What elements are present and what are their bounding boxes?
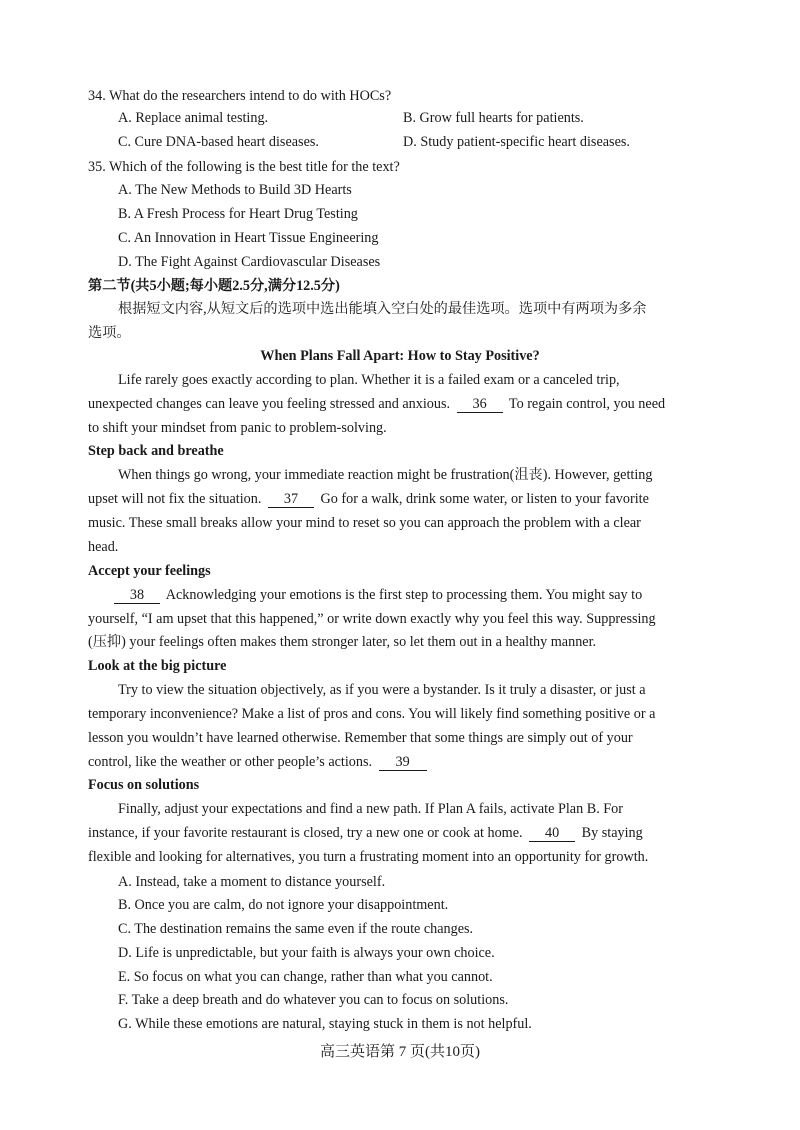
paragraph-3-line-3: (压抑) your feelings often makes them stronger later, so let them out in a healthy manner. [88, 634, 597, 650]
blank-38: 38 [114, 587, 160, 604]
paragraph-4-line-3: lesson you wouldn’t have learned otherwise. Remember that some things are simply out of your [88, 730, 633, 746]
paragraph-3-line-2: yourself, “I am upset that this happened,” or write down exactly why you feel this way. Suppressing [88, 611, 656, 627]
section-2-instruction-line-2: 选项。 [88, 325, 131, 341]
paragraph-1-line-3: to shift your mindset from panic to problem-solving. [88, 420, 387, 436]
paragraph-5-line-1: Finally, adjust your expectations and find a new path. If Plan A fails, activate Plan B. For [118, 801, 623, 817]
choice-e: E. So focus on what you can change, rather than what you cannot. [118, 969, 493, 985]
paragraph-2-line-2-text-b: Go for a walk, drink some water, or listen to your favorite [320, 491, 649, 507]
section-2-instruction-line-1: 根据短文内容,从短文后的选项中选出能填入空白处的最佳选项。选项中有两项为多余 [118, 301, 647, 317]
heading-step-back: Step back and breathe [88, 443, 224, 459]
page-footer: 高三英语第 7 页(共10页) [320, 1044, 480, 1060]
question-34-option-b: B. Grow full hearts for patients. [403, 110, 584, 126]
paragraph-3-line-1-text: Acknowledging your emotions is the first step to processing them. You might say to [165, 587, 643, 603]
question-35-option-d: D. The Fight Against Cardiovascular Diseases [118, 254, 381, 270]
paragraph-1-line-2-text-b: To regain control, you need [508, 396, 666, 412]
question-34-option-a: A. Replace animal testing. [118, 110, 269, 126]
question-34-option-d: D. Study patient-specific heart diseases. [403, 134, 630, 150]
paragraph-5-line-2-text-a: instance, if your favorite restaurant is closed, try a new one or cook at home. [88, 825, 523, 841]
question-35-option-a: A. The New Methods to Build 3D Hearts [118, 182, 352, 198]
choice-b: B. Once you are calm, do not ignore your disappointment. [118, 897, 449, 913]
choice-a: A. Instead, take a moment to distance yourself. [118, 874, 386, 890]
paragraph-2-line-2 [88, 489, 649, 509]
question-35-option-c: C. An Innovation in Heart Tissue Engineering [118, 230, 379, 246]
paragraph-1-line-1: Life rarely goes exactly according to plan. Whether it is a failed exam or a canceled trip, [118, 372, 620, 388]
blank-40: 40 [529, 825, 575, 842]
passage-title: When Plans Fall Apart: How to Stay Positive? [260, 348, 540, 364]
paragraph-3-line-1 [114, 585, 642, 605]
question-35-stem: 35. Which of the following is the best title for the text? [88, 159, 400, 175]
paragraph-2-line-1: When things go wrong, your immediate reaction might be frustration(沮丧). However, getting [118, 467, 653, 483]
question-34-option-c: C. Cure DNA-based heart diseases. [118, 134, 319, 150]
paragraph-4-line-4-text: control, like the weather or other people’s actions. [88, 754, 373, 770]
paragraph-2-line-2-text-a: upset will not fix the situation. [88, 491, 262, 507]
paragraph-1-line-2-text-a: unexpected changes can leave you feeling stressed and anxious. [88, 396, 451, 412]
blank-39: 39 [379, 754, 427, 771]
paragraph-5-line-2-text-b: By staying [581, 825, 643, 841]
paragraph-4-line-1: Try to view the situation objectively, as if you were a bystander. Is it truly a disaster, or just a [118, 682, 646, 698]
section-2-header: 第二节(共5小题;每小题2.5分,满分12.5分) [88, 278, 340, 294]
heading-focus-solutions: Focus on solutions [88, 777, 200, 793]
question-35-option-b: B. A Fresh Process for Heart Drug Testing [118, 206, 358, 222]
paragraph-2-line-3: music. These small breaks allow your mind to reset so you can approach the problem with a clear [88, 515, 641, 531]
heading-accept-feelings: Accept your feelings [88, 563, 211, 579]
choice-c: C. The destination remains the same even if the route changes. [118, 921, 474, 937]
paragraph-4-line-4 [88, 752, 430, 772]
question-34-stem: 34. What do the researchers intend to do with HOCs? [88, 88, 392, 104]
blank-36: 36 [457, 396, 503, 413]
heading-big-picture: Look at the big picture [88, 658, 227, 674]
choice-f: F. Take a deep breath and do whatever you can to focus on solutions. [118, 992, 509, 1008]
paragraph-2-line-4: head. [88, 539, 119, 555]
choice-d: D. Life is unpredictable, but your faith is always your own choice. [118, 945, 495, 961]
choice-g: G. While these emotions are natural, staying stuck in them is not helpful. [118, 1016, 532, 1032]
paragraph-1-line-2 [88, 394, 665, 414]
blank-37: 37 [268, 491, 314, 508]
paragraph-5-line-3: flexible and looking for alternatives, you turn a frustrating moment into an opportunity for growth. [88, 849, 649, 865]
paragraph-4-line-2: temporary inconvenience? Make a list of pros and cons. You will likely find something positive or a [88, 706, 656, 722]
paragraph-5-line-2 [88, 823, 643, 843]
